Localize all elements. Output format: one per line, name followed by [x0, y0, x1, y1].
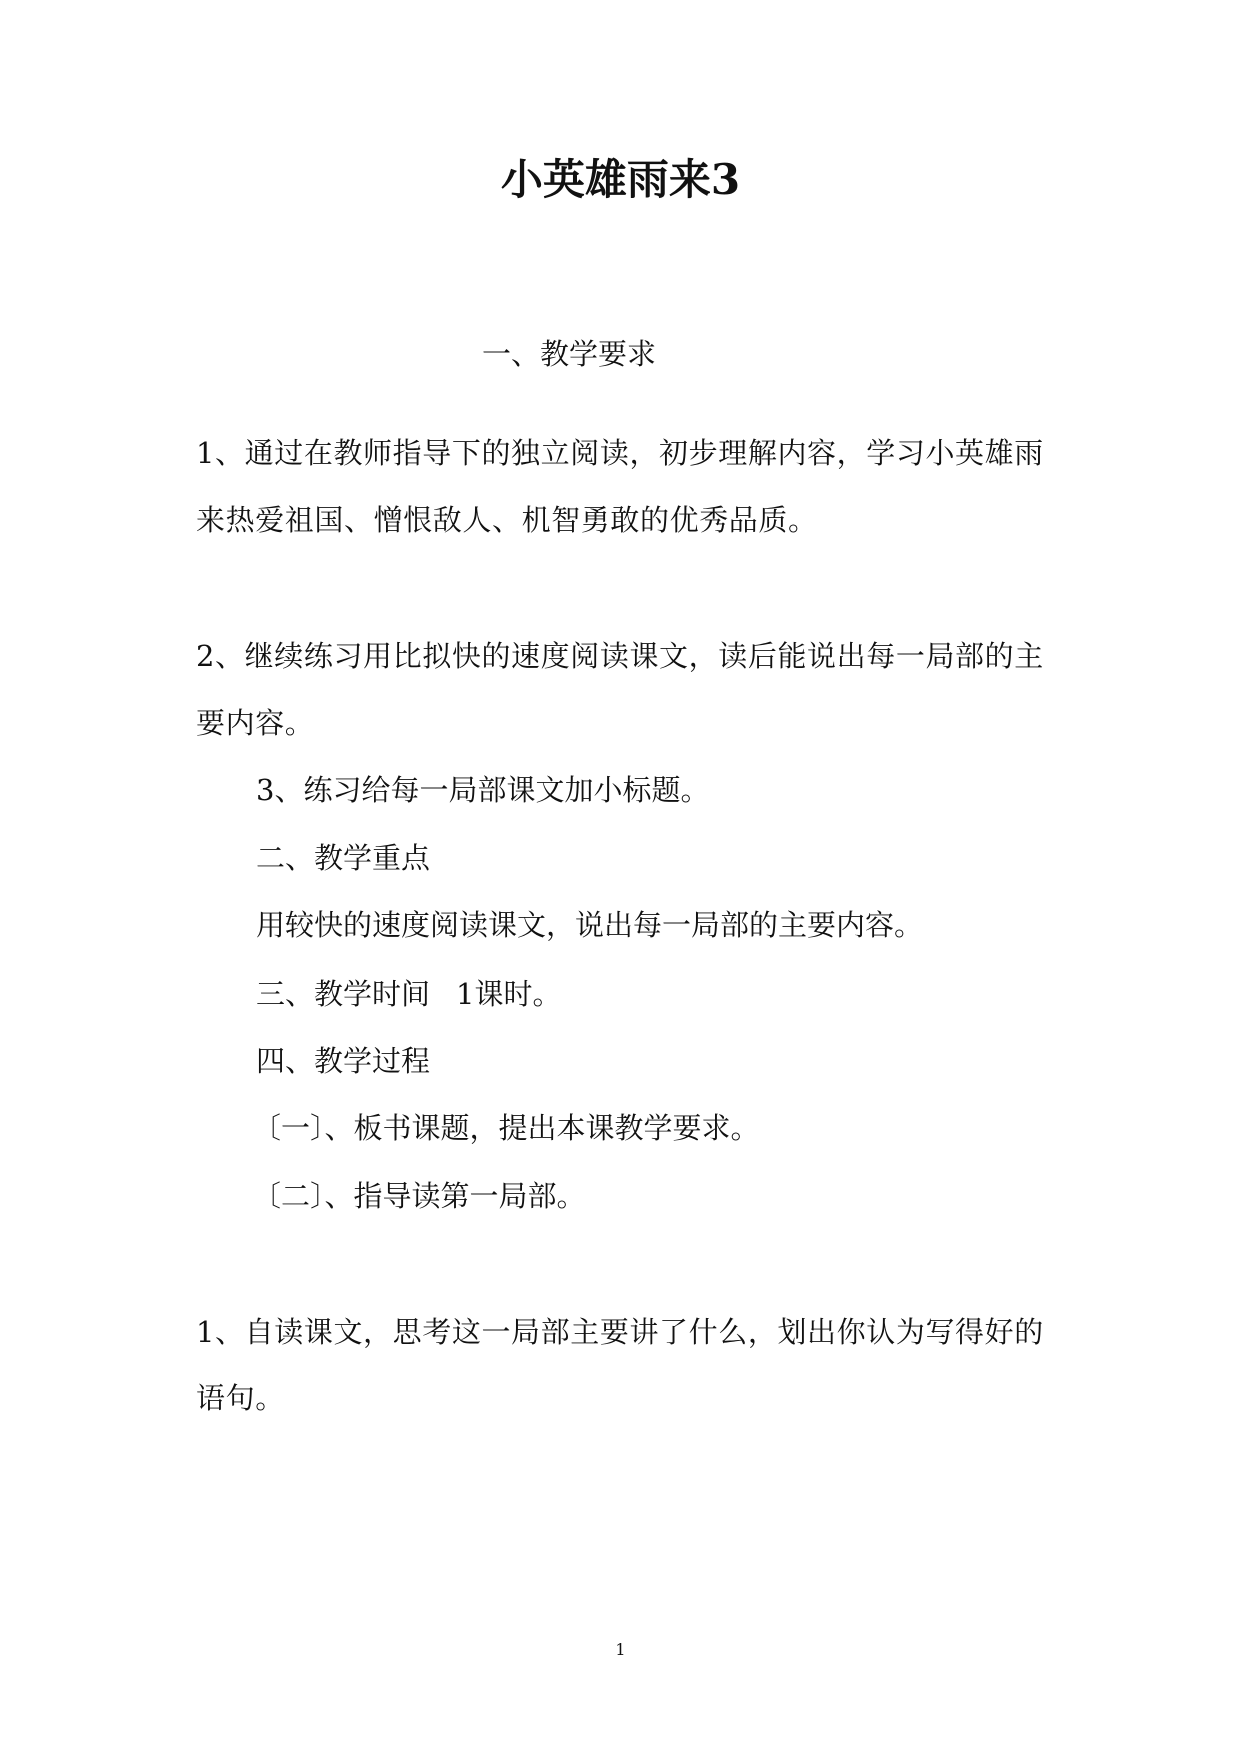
section-heading-teaching-requirements: 一、教学要求 [482, 337, 657, 371]
teaching-focus-text: 用较快的速度阅读课文，说出每一局部的主要内容。 [256, 908, 924, 942]
requirement-1-line-1: 1、通过在教师指导下的独立阅读，初步理解内容，学习小英雄雨 [196, 436, 1044, 470]
requirement-1-line-2: 来热爱祖国、憎恨敌人、机智勇敢的优秀品质。 [196, 503, 818, 537]
page-number: 1 [615, 1640, 626, 1659]
requirement-2-line-1: 2、继续练习用比拟快的速度阅读课文，读后能说出每一局部的主 [196, 639, 1044, 673]
requirement-3: 3、练习给每一局部课文加小标题。 [256, 773, 710, 807]
task-1-line-1: 1、自读课文，思考这一局部主要讲了什么，划出你认为写得好的 [196, 1315, 1044, 1349]
requirement-2-line-2: 要内容。 [196, 706, 315, 740]
section-heading-teaching-time [256, 974, 561, 1014]
teaching-time-label: 三、教学时间 [256, 977, 431, 1011]
section-heading-teaching-focus: 二、教学重点 [256, 841, 431, 875]
teaching-time-value: 1课时。 [456, 977, 562, 1011]
process-step-1: 〔一〕、板书课题，提出本课教学要求。 [252, 1111, 760, 1145]
task-1-line-2: 语句。 [196, 1381, 285, 1415]
process-step-2: 〔二〕、指导读第一局部。 [252, 1179, 586, 1213]
document-title: 小英雄雨来3 [500, 155, 741, 204]
section-heading-teaching-process: 四、教学过程 [256, 1044, 431, 1078]
